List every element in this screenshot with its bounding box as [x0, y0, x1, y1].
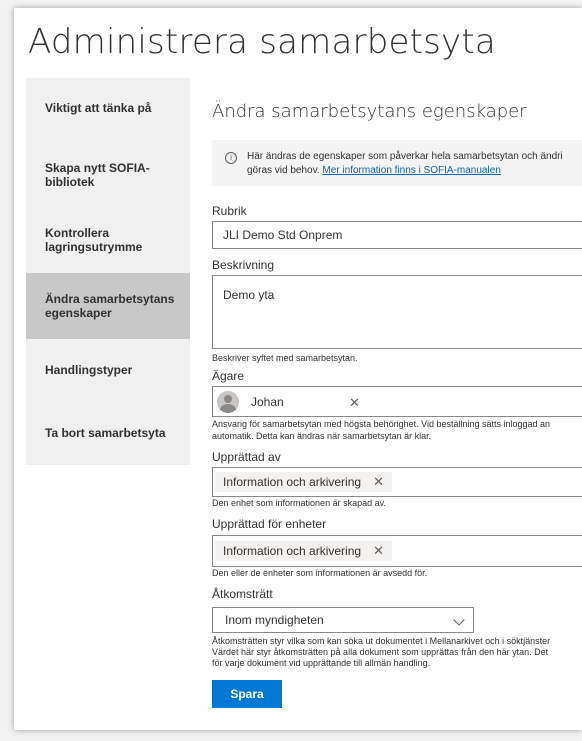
info-text-prefix: göras vid behov.	[247, 165, 320, 176]
info-text: Här ändras de egenskaper som påverkar hela samarbetsytan och ändri	[247, 151, 563, 162]
upprattad-for-picker[interactable]	[212, 535, 582, 567]
agare-label: Ägare	[212, 369, 245, 383]
upprattad-for-label: Upprättad för enheter	[212, 517, 327, 531]
info-circle-icon: i	[225, 152, 237, 164]
agare-person-name: Johan	[251, 395, 284, 409]
agare-hint-1: Ansvarig för samarbetsytan med högsta behörighet. Vid beställning sätts inloggad an	[212, 419, 551, 429]
upprattad-for-tag-label: Information och arkivering	[223, 544, 362, 558]
atkomstratt-hint-2: Värdet här styr åtkomsträtten på alla dokument som upprättas från den här ytan. Det	[212, 647, 549, 657]
remove-tag-icon[interactable]: ✕	[373, 543, 384, 558]
person-icon	[217, 391, 239, 413]
page-title: Administrera samarbetsyta	[28, 22, 496, 62]
atkomstratt-hint-1: Åtkomsträtten styr vilka som kan söka ut dokumentet i Mellanarkivet och i söktjänster	[212, 636, 551, 646]
upprattad-av-tag-label: Information och arkivering	[223, 475, 362, 489]
upprattad-av-hint: Den enhet som informationen är skapad av.	[212, 498, 386, 508]
upprattad-av-picker[interactable]	[212, 467, 582, 497]
sidebar-item-viktigt[interactable]: Viktigt att tänka på	[45, 101, 152, 115]
form-heading: Ändra samarbetsytans egenskaper	[212, 101, 527, 122]
info-banner	[212, 140, 582, 186]
remove-agare-icon[interactable]: ✕	[349, 395, 360, 410]
sidebar-item-kontrollera-lagring[interactable]: Kontrollera lagringsutrymme	[45, 226, 143, 254]
sidebar-item-skapa-bibliotek[interactable]: Skapa nytt SOFIA-bibliotek	[45, 161, 150, 189]
rubrik-label: Rubrik	[212, 204, 247, 218]
atkomstratt-dropdown[interactable]	[212, 607, 474, 633]
remove-tag-icon[interactable]: ✕	[373, 474, 384, 489]
upprattad-for-tag	[215, 541, 392, 561]
info-text-2	[247, 165, 501, 176]
upprattad-av-label: Upprättad av	[212, 450, 281, 464]
sidebar-item-andra-egenskaper[interactable]: Ändra samarbetsytans egenskaper	[26, 273, 190, 339]
sidebar-item-ta-bort[interactable]: Ta bort samarbetsyta	[45, 426, 166, 440]
atkomstratt-hint-3: för varje dokument vid upprättande till allmän handling.	[212, 658, 431, 668]
beskrivning-textarea[interactable]: Demo yta	[212, 275, 582, 349]
sidebar-item-handlingstyper[interactable]: Handlingstyper	[45, 363, 133, 377]
chevron-down-icon	[453, 614, 464, 625]
beskrivning-label: Beskrivning	[212, 258, 275, 272]
upprattad-av-tag	[215, 472, 392, 492]
rubrik-input[interactable]: JLI Demo Std Onprem	[212, 221, 582, 249]
agare-people-picker[interactable]	[212, 386, 582, 417]
manual-link[interactable]: Mer information finns i SOFIA-manualen	[322, 165, 501, 176]
admin-panel	[14, 8, 582, 730]
agare-hint-2: automatik. Detta kan ändras när samarbetsytan är klar.	[212, 431, 432, 441]
save-button[interactable]: Spara	[212, 680, 282, 708]
properties-form	[212, 78, 582, 730]
beskrivning-hint: Beskriver syftet med samarbetsytan.	[212, 353, 358, 363]
upprattad-for-hint: Den eller de enheter som informationen är avsedd för.	[212, 568, 428, 578]
sidebar-nav	[26, 78, 190, 465]
atkomstratt-label: Åtkomsträtt	[212, 587, 273, 601]
atkomstratt-selected: Inom myndigheten	[225, 613, 324, 627]
